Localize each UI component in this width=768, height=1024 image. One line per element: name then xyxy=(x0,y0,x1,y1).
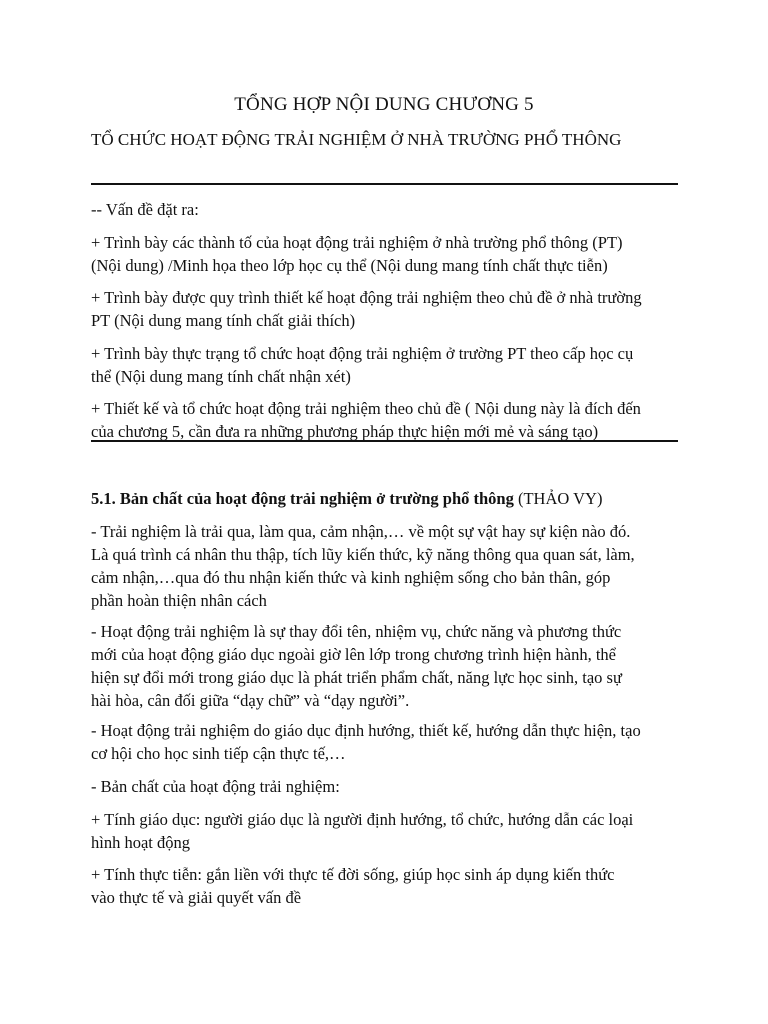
issue-line: + Trình bày thực trạng tổ chức hoạt động trải nghiệm ở trường PT theo cấp học cụ xyxy=(91,344,634,363)
section-heading xyxy=(91,487,686,510)
issue-line: PT (Nội dung mang tính chất giải thích) xyxy=(91,311,356,330)
issue-line: của chương 5, cần đưa ra những phương pháp thực hiện mới mẻ và sáng tạo) xyxy=(91,422,599,441)
body-paragraph xyxy=(91,719,686,765)
issue-item xyxy=(91,342,686,388)
issue-item xyxy=(91,286,686,332)
issue-item xyxy=(91,397,686,443)
body-paragraph xyxy=(91,520,686,612)
issue-line: thể (Nội dung mang tính chất nhận xét) xyxy=(91,367,351,386)
paragraph-line: mới của hoạt động giáo dục ngoài giờ lên lớp trong chương trình hiện hành, thể xyxy=(91,645,616,664)
section-heading-author: (THẢO VY) xyxy=(513,489,603,508)
section-heading-title: 5.1. Bản chất của hoạt động trải nghiệm ở trường phổ thông xyxy=(91,489,514,508)
paragraph-line: hài hòa, cân đối giữa “dạy chữ” và “dạy người”. xyxy=(91,691,410,710)
body-paragraph xyxy=(91,620,686,712)
bottom-divider xyxy=(91,440,678,442)
paragraph-line: + Tính giáo dục: người giáo dục là người định hướng, tổ chức, hướng dẫn các loại xyxy=(91,810,634,829)
issue-line: + Thiết kế và tổ chức hoạt động trải nghiệm theo chủ đề ( Nội dung này là đích đến xyxy=(91,399,641,418)
paragraph-line: - Bản chất của hoạt động trải nghiệm: xyxy=(91,777,340,796)
paragraph-line: cảm nhận,…qua đó thu nhận kiến thức và kinh nghiệm sống cho bản thân, góp xyxy=(91,568,611,587)
document-title: TỔNG HỢP NỘI DUNG CHƯƠNG 5 xyxy=(234,94,534,115)
body-paragraph xyxy=(91,775,686,798)
paragraph-line: phần hoàn thiện nhân cách xyxy=(91,591,267,610)
body-paragraph xyxy=(91,863,686,909)
paragraph-line: - Hoạt động trải nghiệm do giáo dục định hướng, thiết kế, hướng dẫn thực hiện, tạo xyxy=(91,721,641,740)
issue-line: (Nội dung) /Minh họa theo lớp học cụ thể (Nội dung mang tính chất thực tiễn) xyxy=(91,256,608,275)
paragraph-line: - Hoạt động trải nghiệm là sự thay đổi tên, nhiệm vụ, chức năng và phương thức xyxy=(91,622,622,641)
paragraph-line: hình hoạt động xyxy=(91,833,190,852)
issues-intro: -- Vấn đề đặt ra: xyxy=(91,200,199,219)
issue-line: + Trình bày được quy trình thiết kế hoạt động trải nghiệm theo chủ đề ở nhà trường xyxy=(91,288,642,307)
paragraph-line: + Tính thực tiễn: gắn liền với thực tế đời sống, giúp học sinh áp dụng kiến thức xyxy=(91,865,615,884)
issue-item xyxy=(91,231,686,277)
top-divider xyxy=(91,183,678,185)
body-paragraph xyxy=(91,808,686,854)
paragraph-line: Là quá trình cá nhân thu thập, tích lũy kiến thức, kỹ năng thông qua quan sát, làm, xyxy=(91,545,635,564)
paragraph-line: - Trải nghiệm là trải qua, làm qua, cảm nhận,… về một sự vật hay sự kiện nào đó. xyxy=(91,522,631,541)
document-subtitle: TỔ CHỨC HOẠT ĐỘNG TRẢI NGHIỆM Ở NHÀ TRƯỜNG PHỔ THÔNG xyxy=(91,130,622,149)
paragraph-line: hiện sự đổi mới trong giáo dục là phát triển phẩm chất, năng lực học sinh, tạo sự xyxy=(91,668,622,687)
issue-line: + Trình bày các thành tố của hoạt động trải nghiệm ở nhà trường phổ thông (PT) xyxy=(91,233,623,252)
paragraph-line: cơ hội cho học sinh tiếp cận thực tế,… xyxy=(91,744,346,763)
paragraph-line: vào thực tế và giải quyết vấn đề xyxy=(91,888,302,907)
